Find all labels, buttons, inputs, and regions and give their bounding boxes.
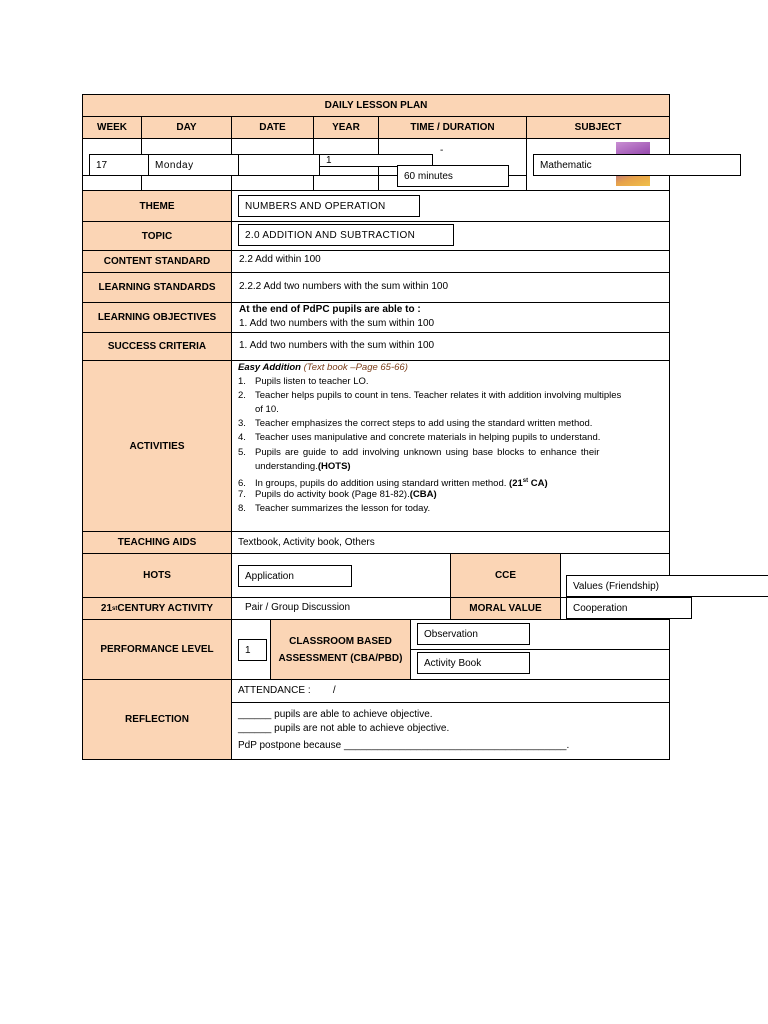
success-criteria-value: 1. Add two numbers with the sum within 100 [239,340,435,351]
hots-tag: (HOTS) [317,461,351,472]
reflection-attendance: ATTENDANCE : / [238,685,336,696]
date-field[interactable] [238,154,320,176]
hots-label: HOTS [82,553,232,598]
reflection-label: REFLECTION [82,679,232,760]
col-day: DAY [141,116,232,139]
reflection-line-not-achieved: ______ pupils are not able to achieve objective. [238,723,450,734]
century-label-pre: 21 [100,603,113,614]
activity-number: 2. [238,390,246,401]
activities-heading-ref: (Text book –Page 65-66) [303,362,408,373]
performance-level-field[interactable]: 1 [238,639,267,661]
activity-text: Pupils are guide to add involving unknown using base blocks to enhance their [255,447,600,458]
divider [526,138,527,191]
day-field[interactable]: Monday [148,154,240,176]
performance-level-label: PERFORMANCE LEVEL [82,619,232,680]
year-field[interactable]: 1 [319,154,433,167]
century-ca-tag [509,478,548,489]
century-activity-label [82,597,232,620]
activity-item [238,389,621,403]
activity-text: Teacher summarizes the lesson for today. [255,503,431,514]
content-standard-label: CONTENT STANDARD [82,250,232,273]
activity-text: Teacher uses manipulative and concrete materials in helping pupils to understand. [255,432,601,443]
hots-field[interactable]: Application [238,565,352,587]
cba-label [270,619,411,680]
divider [410,649,670,650]
duration-field[interactable]: 60 minutes [397,165,509,187]
col-week: WEEK [82,116,142,139]
activities-heading-title: Easy Addition [238,362,301,373]
cba-label-line1: CLASSROOM BASED [289,635,392,647]
activity-number: 1. [238,376,246,387]
activities-heading [238,361,408,375]
teaching-aids-value: Textbook, Activity book, Others [238,537,375,548]
activity-item [238,403,279,417]
activity-item [238,417,592,431]
topic-label: TOPIC [82,221,232,251]
activity-text: Teacher helps pupils to count in tens. Teacher relates it with addition involving multiples [255,390,622,401]
activity-item [238,446,599,460]
activity-text: Pupils listen to teacher LO. [255,376,369,387]
activity-item [238,460,351,474]
century-activity-value: Pair / Group Discussion [245,602,351,613]
activity-text: In groups, pupils do addition using standard written method. [255,478,507,490]
activities-label: ACTIVITIES [82,360,232,532]
activity-text: Pupils do activity book (Page 81-82). [255,489,410,500]
activity-item [238,502,430,516]
activity-item [238,375,369,389]
col-subject: SUBJECT [526,116,670,139]
week-field[interactable]: 17 [89,154,149,176]
col-time: TIME / DURATION [378,116,527,139]
learning-objectives-label: LEARNING OBJECTIVES [82,302,232,333]
activity-item [238,488,437,502]
cba-label-line2: ASSESSMENT (CBA/PBD) [278,652,403,664]
activity-text: Teacher emphasizes the correct steps to add using the standard written method. [255,418,593,429]
subject-field[interactable]: Mathematic [533,154,741,176]
century-label-sup: st [112,605,118,612]
topic-field[interactable]: 2.0 ADDITION AND SUBTRACTION [238,224,454,246]
learning-standards-value: 2.2.2 Add two numbers with the sum within 100 [239,281,449,292]
activity-number: 7. [238,489,246,500]
cce-field[interactable]: Values (Friendship) [566,575,768,597]
teaching-aids-label: TEACHING AIDS [82,531,232,554]
learning-objectives-value: 1. Add two numbers with the sum within 100 [239,318,435,329]
theme-field[interactable]: NUMBERS AND OPERATION [238,195,420,217]
activity-item [238,431,600,445]
cba-tag: (CBA) [409,489,437,500]
content-standard-value: 2.2 Add within 100 [239,254,321,265]
cce-label: CCE [450,553,561,598]
cba-activity-book-field[interactable]: Activity Book [417,652,530,674]
activity-number: 4. [238,432,246,443]
century-ca-open: (21 [509,478,523,490]
century-label-post: CENTURY ACTIVITY [117,603,214,614]
activity-number: 6. [238,478,246,490]
activity-text: understanding. [255,461,318,472]
learning-objectives-intro: At the end of PdPC pupils are able to : [239,304,421,315]
col-year: YEAR [313,116,379,139]
century-ca-close: CA) [528,478,548,490]
century-ca-sup: st [522,478,529,484]
moral-value-label: MORAL VALUE [450,597,561,620]
activity-number: 8. [238,503,246,514]
theme-label: THEME [82,190,232,222]
activity-number: 3. [238,418,246,429]
lesson-plan-title: DAILY LESSON PLAN [82,94,670,117]
success-criteria-label: SUCCESS CRITERIA [82,332,232,361]
col-date: DATE [231,116,314,139]
reflection-line-postpone: PdP postpone because ________________________________________. [238,740,570,751]
activity-number: 5. [238,447,246,458]
time-dash: - [440,145,444,156]
cba-observation-field[interactable]: Observation [417,623,530,645]
learning-standards-label: LEARNING STANDARDS [82,272,232,303]
reflection-line-achieved: ______ pupils are able to achieve objective. [238,709,433,720]
activity-text: of 10. [255,404,279,415]
moral-value-field[interactable]: Cooperation [566,597,692,619]
